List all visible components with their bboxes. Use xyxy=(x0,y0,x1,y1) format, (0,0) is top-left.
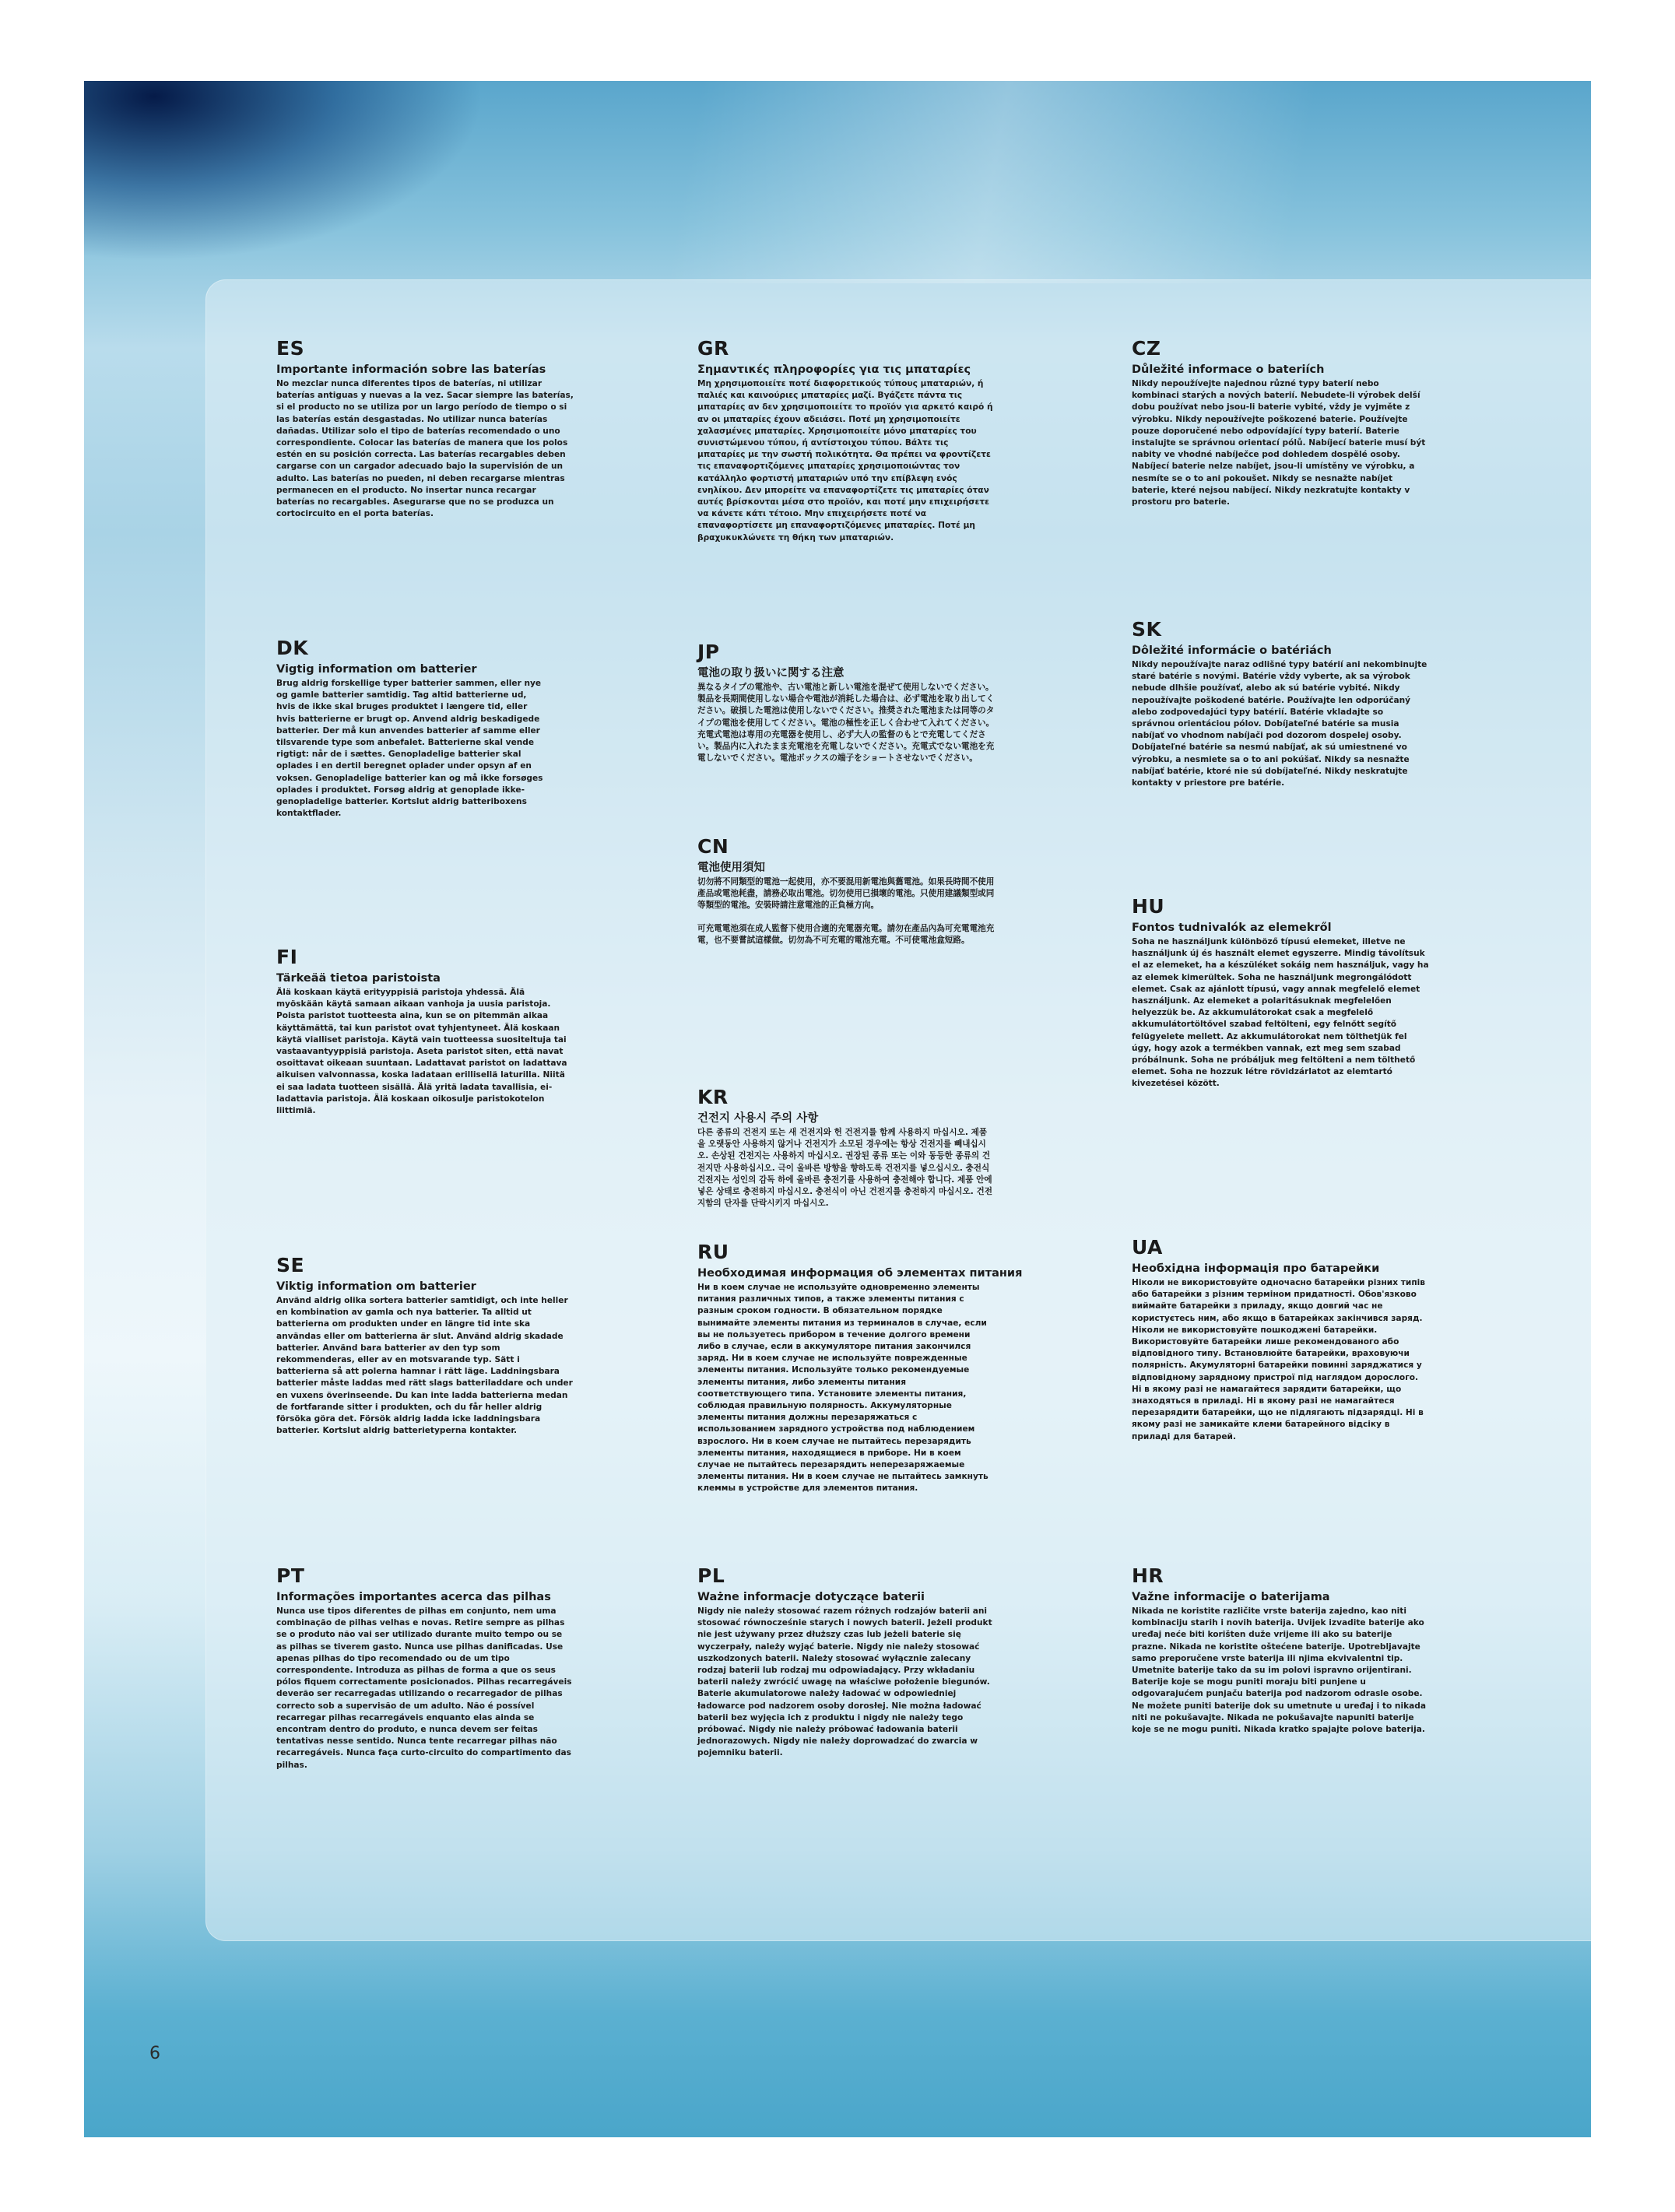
section-title: Važne informacije o baterijama xyxy=(1132,1591,1330,1603)
section-ru xyxy=(697,1241,1023,1495)
section-pt xyxy=(276,1565,574,1771)
section-body: Μη χρησιμοποιείτε ποτέ διαφορετικούς τύπους μπαταριών, ή παλιές και καινούριες μπαταρίες μαζί. Βγάζετε πάντα τις μπαταρίες αν δεν χρησιμοποιείτε το προϊόν για αρκετό καιρό ή αν οι μπαταρίες έχουν αδειάσει. Ποτέ μη χρησιμοποιείτε χαλασμένες μπαταρίες. Χρησιμοποιείτε μόνο μπαταρίες του συνιστώμενου τύπου, ή αντίστοιχου τύπου. Βάλτε τις μπαταρίες με την σωστή πολικότητα. Θα πρέπει να φροντίζετε τις επαναφορτιζόμενες μπαταρίες χρησιμοποιώντας τον κατάλληλο φορτιστή μπαταριών υπό την επίβλεψη ενός ενηλίκου. Δεν μπορείτε να επαναφορτίζετε τις μπαταρίες όταν αυτές βρίσκονται μέσα στο προϊόν, και ποτέ μην επιχειρήσετε να κάνετε κάτι τέτοιο. Μην επιχειρήσετε ποτέ να επαναφορτίσετε μη επαναφορτιζόμενες μπαταρίες. Ποτέ μη βραχυκυκλώνετε τη θήκη των μπαταριών. xyxy=(697,379,993,542)
content-panel xyxy=(205,279,1591,1941)
section-se xyxy=(276,1255,574,1437)
language-code: GR xyxy=(697,337,729,360)
section-title: Tärkeää tietoa paristoista xyxy=(276,972,441,985)
language-code: UA xyxy=(1132,1236,1163,1259)
language-code: PL xyxy=(697,1564,725,1587)
language-code: DK xyxy=(276,637,309,659)
section-hu xyxy=(1132,896,1429,1090)
page-number: 6 xyxy=(149,2044,160,2063)
section-body: Nikdy nepoužívejte najednou různé typy baterií nebo kombinaci starých a nových baterií. Nebudete-li výrobek delší dobu používat nebo jsou-li baterie vybité, vždy je vyjměte z výrobku. Nikdy nepoužívejte poškozené baterie. Používejte pouze doporučené nebo odpovídající typy baterií. Baterie instalujte se správnou orientací pólů. Nabíjecí baterie musí být nabity ve vhodné nabíječce pod dohledem dospělé osoby. Nabíjecí baterie nelze nabíjet, jsou-li umístěny ve výrobku, a nesmíte se o to ani pokoušet. Nikdy se nesnažte nabíjet baterie, které nejsou nabíjecí. Nikdy nezkratujte kontakty v prostoru pro baterie. xyxy=(1132,379,1426,507)
language-code: SE xyxy=(276,1254,305,1276)
language-code: RU xyxy=(697,1241,729,1263)
section-body: Nigdy nie należy stosować razem różnych rodzajów baterii ani stosować równocześnie starych i nowych baterii. Jeżeli produkt nie jest używany przez dłuższy czas lub jeżeli baterie się wyczerpały, należy wyjąć baterie. Nigdy nie należy stosować uszkodzonych baterii. Należy stosować wyłącznie zalecany rodzaj baterii lub rodzaj mu odpowiadający. Przy wkładaniu baterii należy zwrócić uwagę na właściwe położenie biegunów. Baterie akumulatorowe należy ładować w odpowiedniej ładowarce pod nadzorem osoby dorosłej. Nie można ładować baterii bez wyjęcia ich z produktu i nigdy nie należy tego próbować. Nigdy nie należy próbować ładowania baterii jednorazowych. Nigdy nie należy doprowadzać do zwarcia w pojemniku baterii. xyxy=(697,1606,992,1758)
section-body-paragraph-2: 可充電電池須在成人監督下使用合適的充電器充電。請勿在產品內為可充電電池充電，也不要嘗試這樣做。切勿為不可充電的電池充電。不可使電池盒短路。 xyxy=(697,923,995,945)
language-code: JP xyxy=(697,641,720,663)
section-title: 電池の取り扱いに関する注意 xyxy=(697,667,845,679)
section-title: 건전지 사용시 주의 사항 xyxy=(697,1112,819,1125)
section-cz xyxy=(1132,338,1429,508)
section-title: Ważne informacje dotyczące baterii xyxy=(697,1591,925,1603)
section-body: Använd aldrig olika sortera batterier samtidigt, och inte heller en kombination av gamla och nya batterier. Ta alltid ut batterierna om produkten under en längre tid inte ska användas eller om batterierna är slut. Använd aldrig skadade batterier. Använd bara batterier av den typ som rekommenderas, eller av en motsvarande typ. Sätt i batterierna så att polerna hamnar i rätt läge. Laddningsbara batterier måste laddas med rätt slags batteriladdare och under en vuxens överinseende. Du kan inte ladda batterierna medan de fortfarande sitter i produkten, och du får heller aldrig försöka göra det. Försök aldrig ladda icke laddningsbara batterier. Kortslut aldrig batterietyperna kontakter. xyxy=(276,1296,573,1436)
section-title: 電池使用須知 xyxy=(697,862,765,874)
section-title: Σημαντικές πληροφορίες για τις μπαταρίες xyxy=(697,363,971,376)
section-fi xyxy=(276,946,574,1117)
section-dk xyxy=(276,637,545,820)
section-body: Nikada ne koristite različite vrste baterija zajedno, kao niti kombinaciju starih i novih baterija. Uvijek izvadite baterije ako uređaj neće biti korišten duže vrijeme ili ako su baterije prazne. Nikada ne koristite oštećene baterije. Upotrebljavajte samo preporučene vrste baterija ili njima ekvivalentni tip. Umetnite baterije tako da su im polovi ispravno orijentirani. Baterije koje se mogu puniti moraju biti punjene u odgovarajućem punjaču baterija pod nadzorom odrasle osobe. Ne možete puniti baterije dok su umetnute u uređaj i to nikada niti ne pokušavajte. Nikada ne pokušavajte napuniti baterije koje se ne mogu puniti. Nikada kratko spajajte polove baterija. xyxy=(1132,1606,1427,1735)
page-background xyxy=(84,81,1591,2137)
section-title: Необхідна інформація про батарейки xyxy=(1132,1262,1380,1275)
section-body: Brug aldrig forskellige typer batterier sammen, eller nye og gamle batterier samtidig. Tag altid batterierne ud, hvis de ikke skal bruges produktet i længere tid, eller hvis batterierne er brugt op. Anvend aldrig beskadigede batterier. Der må kun anvendes batterier af samme eller tilsvarende type som anbefalet. Batterierne skal vende rigtigt: når de i sættes. Genopladelige batterier skal oplades i en dertil beregnet oplader under opsyn af en voksen. Genopladelige batterier kan og må ikke forsøges oplades i produktet. Forsøg aldrig at genoplade ikke-genopladelige batterier. Kortslut aldrig batteriboxens kontaktflader. xyxy=(276,679,543,819)
language-code: FI xyxy=(276,946,298,968)
section-body: Älä koskaan käytä erityyppisiä paristoja yhdessä. Älä myöskään käytä samaan aikaan vanhoja ja uusia paristoja. Poista paristot tuotteesta aina, kun se on pitemmän aikaa käyttämättä, tai kun paristot ovat tyhjentyneet. Älä koskaan käytä vialliset paristoja. Käytä vain tuotteessa suositeltuja tai vastaavantyyppisiä paristoja. Aseta paristot siten, että navat osoittavat oikeaan suuntaan. Ladattavat paristot on ladattava aikuisen valvonnassa, koska ladataan erillisellä laturilla. Niitä ei saa ladata tuotteen sisällä. Älä yritä ladata tavallisia, ei-ladattavia paristoja. Älä koskaan oikosulje paristokotelon liittimiä. xyxy=(276,988,567,1116)
section-title: Importante información sobre las baterías xyxy=(276,363,546,376)
section-title: Důležité informace o bateriích xyxy=(1132,363,1325,376)
language-code: ES xyxy=(276,337,305,360)
section-body: Ни в коем случае не используйте одновременно элементы питания различных типов, а также элементы питания с разным сроком годности. В обязательном порядке вынимайте элементы питания из терминалов в случае, если вы не пользуетесь прибором в течение долгого времени либо в случае, если в аккумуляторе питания закончился заряд. Ни в коем случае не используйте поврежденные элементы питания. Используйте только рекомендуемые элементы питания, либо элементы питания соответствующего типа. Установите элементы питания, соблюдая правильную полярность. Аккумуляторные элементы питания должны перезаряжаться с использованием зарядного устройства под наблюдением взрослого. Ни в коем случае не пытайтесь перезарядить элементы питания, находящиеся в приборе. Ни в коем случае не пытайтесь перезарядить неперезаряжаемые элементы питания. Ни в коем случае не пытайтесь замкнуть клеммы в устройстве для элементов питания. xyxy=(697,1283,988,1494)
section-title: Dôležité informácie o batériách xyxy=(1132,644,1332,657)
language-code: SK xyxy=(1132,618,1162,641)
section-pl xyxy=(697,1565,995,1760)
section-title: Fontos tudnivalók az elemekről xyxy=(1132,922,1332,934)
section-es xyxy=(276,338,574,520)
section-hr xyxy=(1132,1565,1429,1736)
section-title: Viktig information om batterier xyxy=(276,1280,476,1293)
section-cn xyxy=(697,836,995,946)
section-body-paragraph-1: 切勿將不同類型的電池一起使用，亦不要混用新電池與舊電池。如果長時間不使用產品或電池耗盡，請務必取出電池。切勿使用已損壞的電池。只使用建議類型或同等類型的電池。安裝時請注意電池的正負極方向。 xyxy=(697,877,995,911)
section-body: Ніколи не використовуйте одночасно батарейки різних типів або батарейки з різним терміном придатності. Обов'язково виймайте батарейки з приладу, якщо довгий час не користуєтесь ним, або якщо в батарейках закінчився заряд. Ніколи не використовуйте пошкоджені батарейки. Використовуйте батарейки лише рекомендованого або відповідного типу. Встановлюйте батарейки, враховуючи полярність. Акумуляторні батарейки повинні заряджатися у відповідному зарядному пристрої під наглядом дорослого. Ні в якому разі не намагайтеся зарядити батарейки, що знаходяться в приладі. Ні в якому разі не намагайтеся перезарядити батарейки, що не підлягають підзарядці. Ні в якому разі не замикайте клеми батарейного відсіку в приладі для батарей. xyxy=(1132,1278,1425,1441)
section-ua xyxy=(1132,1237,1429,1443)
language-code: HR xyxy=(1132,1564,1164,1587)
language-code: KR xyxy=(697,1086,729,1108)
language-code: CN xyxy=(697,835,729,858)
section-kr xyxy=(697,1087,995,1210)
section-title: Необходимая информация об элементах питания xyxy=(697,1267,1023,1280)
section-body: Nikdy nepoužívajte naraz odlišné typy batérií ani nekombinujte staré batérie s novými. Batérie vždy vyberte, ak sa výrobok nebude dlhšie používať, alebo ak sú batérie vybité. Nikdy nepoužívajte poškodené batérie. Používajte len odporúčaný alebo zodpovedajúci typy batérií. Batérie vkladajte so správnou orientáciou pólov. Dobíjateľné batérie sa musia nabíjať vo vhodnom nabíjači pod dozorom dospelej osoby. Dobíjateľné batérie sa nesmú nabíjať, ak sú umiestnené vo výrobku, a nesmiete sa o to ani pokúšať. Nikdy sa nesnažte nabíjať batérie, ktoré nie sú dobíjateľné. Nikdy neskratujte kontakty v priestore pre batérie. xyxy=(1132,660,1427,788)
section-title: Informações importantes acerca das pilhas xyxy=(276,1591,551,1603)
section-title: Vigtig information om batterier xyxy=(276,663,477,676)
language-code: CZ xyxy=(1132,337,1161,360)
section-gr xyxy=(697,338,995,544)
section-jp xyxy=(697,641,995,764)
language-code: HU xyxy=(1132,895,1165,918)
section-body: Nunca use tipos diferentes de pilhas em conjunto, nem uma combinação de pilhas velhas e novas. Retire sempre as pilhas se o produto não vai ser utilizado durante muito tempo ou se as pilhas se tiverem gasto. Nunca use pilhas danificadas. Use apenas pilhas do tipo recomendado ou de um tipo correspondente. Introduza as pilhas de forma a que os seus pólos fiquem correctamente posicionados. Pilhas recarregáveis deverão ser recarregadas utilizando o recarregador de pilhas correcto sob a supervisão de um adulto. Não é possível recarregar pilhas recarregáveis enquanto elas ainda se encontram dentro do produto, e nunca devem ser feitas tentativas nesse sentido. Nunca tente recarregar pilhas não recarregáveis. Nunca faça curto-circuito do compartimento das pilhas. xyxy=(276,1606,572,1770)
section-body: 다른 종류의 건전지 또는 새 건전지와 헌 건전지를 함께 사용하지 마십시오. 제품을 오랫동안 사용하지 않거나 건전지가 소모된 경우에는 항상 건전지를 빼내십시오. 손상된 건전지는 사용하지 마십시오. 권장된 종류 또는 이와 동등한 종류의 건전지만 사용하십시오. 극이 올바른 방향을 향하도록 건전지를 넣으십시오. 충전식 건전지는 성인의 감독 하에 올바른 충전기를 사용하여 충전해야 합니다. 제품 안에 넣은 상태로 충전하지 마십시오. 충전식이 아닌 건전지를 충전하지 마십시오. 건전지함의 단자를 단락시키지 마십시오. xyxy=(697,1128,992,1209)
section-body: No mezclar nunca diferentes tipos de baterías, ni utilizar baterías antiguas y nuevas a la vez. Sacar siempre las baterías, si el producto no se utiliza por un largo período de tiempo o si las baterías están desgastadas. No utilizar nunca baterías dañadas. Utilizar solo el tipo de baterías recomendado o uno correspondiente. Colocar las baterías de manera que los polos estén en su posición correcta. Las baterías recargables deben cargarse con un cargador adecuado bajo la supervisión de un adulto. Las baterías no pueden, ni deben recargarse mientras permanecen en el producto. No insertar nunca recargar baterías no recargables. Asegurarse que no se produzca un cortocircuito en el porta baterías. xyxy=(276,379,574,519)
section-sk xyxy=(1132,619,1429,789)
section-body: 異なるタイプの電池や、古い電池と新しい電池を混ぜて使用しないでください。製品を長期間使用しない場合や電池が消耗した場合は、必ず電池を取り出してください。破損した電池は使用しないでください。推奨された電池または同等のタイプの電池を使用してください。電池の極性を正しく合わせて入れてください。充電式電池は専用の充電器を使用し、必ず大人の監督のもとで充電してください。製品内に入れたまま充電池を充電しないでください。充電式でない電池を充電しないでください。電池ボックスの端子をショートさせないでください。 xyxy=(697,683,995,764)
language-code: PT xyxy=(276,1564,305,1587)
section-body: Soha ne használjunk különböző típusú elemeket, illetve ne használjunk új és használt elemet egyszerre. Mindig távolítsuk el az elemeket, ha a készüléket sokáig nem használjuk, vagy ha az elemek kimerültek. Soha ne használjunk megrongálódott elemet. Csak az ajánlott típusú, vagy annak megfelelő elemet használjunk. Az elemeket a polaritásuknak megfelelően helyezzük be. Az akkumulátorokat csak a megfelelő akkumulátortöltővel szabad feltölteni, egy felnőtt segítő felügyelete mellett. Az akkumulátorokat nem tölthetjük fel úgy, hogy azok a termékben vannak, ezt meg sem szabad próbálnunk. Soha ne próbáljuk meg feltölteni a nem tölthető elemet. Soha ne hozzuk létre rövidzárlatot az elemtartó kivezetései között. xyxy=(1132,937,1429,1089)
